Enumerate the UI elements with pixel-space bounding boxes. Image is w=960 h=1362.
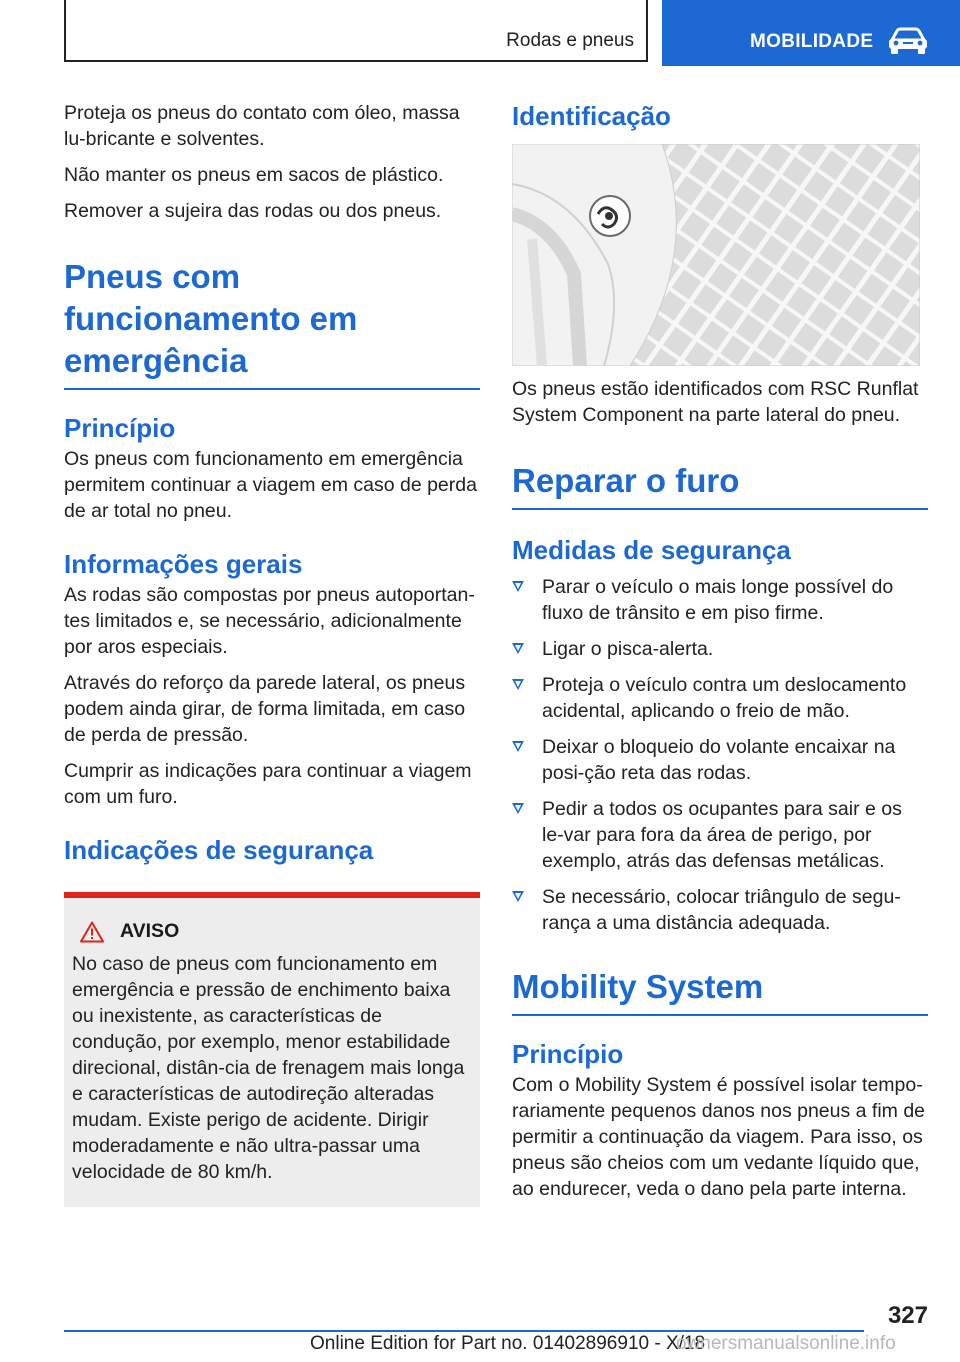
list-item: Pedir a todos os ocupantes para sair e os le-var para fora da área de perigo, por exemplo, atrás das defensas metálicas. bbox=[512, 796, 928, 874]
warning-header bbox=[72, 920, 472, 943]
left-column bbox=[64, 100, 480, 1207]
edition-note: Online Edition for Part no. 01402896910 - X/18 bbox=[310, 1333, 706, 1354]
section-heading-runflat: Pneus com funcionamento em emergência bbox=[64, 256, 480, 390]
info-heading: Informações gerais bbox=[64, 549, 303, 579]
page-number: 327 bbox=[887, 1302, 928, 1329]
triangle-bullet-icon bbox=[512, 803, 524, 814]
list-item: Se necessário, colocar triângulo de segu-rança a uma distância adequada. bbox=[512, 884, 928, 936]
intro-paragraph: Remover a sujeira das rodas ou dos pneus. bbox=[64, 200, 442, 222]
safety-heading: Indicações de segurança bbox=[64, 835, 374, 865]
triangle-bullet-icon bbox=[512, 581, 524, 592]
triangle-bullet-icon bbox=[512, 643, 524, 654]
measures-list bbox=[512, 574, 928, 936]
identification-caption: Os pneus estão identificados com RSC Runflat System Component na parte lateral do pneu. bbox=[512, 378, 919, 426]
mobility-principle-heading: Princípio bbox=[512, 1039, 624, 1069]
mobility-principle-text: Com o Mobility System é possível isolar tempo-rariamente pequenos danos nos pneus a fim de permitir a continuação da viagem. Para isso, os pneus são cheios com um vedante líquido que, ao endurecer, veda o dano pela parte interna. bbox=[512, 1074, 926, 1200]
warning-label: AVISO bbox=[120, 920, 180, 942]
chapter-tab[interactable] bbox=[662, 0, 960, 66]
intro-paragraph: Proteja os pneus do contato com óleo, massa lu-bricante e solventes. bbox=[64, 102, 460, 150]
info-paragraph: Através do reforço da parede lateral, os pneus podem ainda girar, de forma limitada, em caso de perda de pressão. bbox=[64, 672, 466, 746]
list-item: Ligar o pisca-alerta. bbox=[512, 636, 928, 662]
footer-divider bbox=[64, 1330, 864, 1332]
info-paragraph: Cumprir as indicações para continuar a viagem com um furo. bbox=[64, 760, 472, 808]
section-heading-repair: Reparar o furo bbox=[512, 460, 928, 510]
intro-paragraph: Não manter os pneus em sacos de plástico. bbox=[64, 164, 444, 186]
watermark: ownersmanualsonline.info bbox=[676, 1333, 896, 1354]
section-heading-mobility: Mobility System bbox=[512, 966, 928, 1016]
tire-sidewall-illustration bbox=[512, 144, 920, 366]
warning-triangle-icon bbox=[80, 921, 104, 943]
triangle-bullet-icon bbox=[512, 741, 524, 752]
chapter-label: MOBILIDADE bbox=[750, 31, 874, 52]
identification-heading: Identificação bbox=[512, 101, 671, 131]
list-item: Parar o veículo o mais longe possível do fluxo de trânsito e em piso firme. bbox=[512, 574, 928, 626]
info-paragraph: As rodas são compostas por pneus autoportan-tes limitados e, se necessário, adicionalmente por aros especiais. bbox=[64, 584, 475, 658]
list-item: Deixar o bloqueio do volante encaixar na posi-ção reta das rodas. bbox=[512, 734, 928, 786]
section-title: Rodas e pneus bbox=[506, 30, 634, 51]
list-item: Proteja o veículo contra um deslocamento acidental, aplicando o freio de mão. bbox=[512, 672, 928, 724]
principle-heading: Princípio bbox=[64, 413, 176, 443]
warning-box bbox=[64, 892, 480, 1207]
triangle-bullet-icon bbox=[512, 679, 524, 690]
triangle-bullet-icon bbox=[512, 891, 524, 902]
warning-text: No caso de pneus com funcionamento em emergência e pressão de enchimento baixa ou inexistente, as características de condução, por exemplo, menor estabilidade direcional, distân-cia de frenagem mais longa e características de autodireção alteradas mudam. Existe perigo de acidente. Dirigir moderadamente e não ultra-passar uma velocidade de 80 km/h. bbox=[72, 953, 465, 1183]
right-column bbox=[512, 100, 928, 1212]
principle-text: Os pneus com funcionamento em emergência permitem continuar a viagem em caso de perda de ar total no pneu. bbox=[64, 448, 477, 522]
car-icon bbox=[886, 26, 930, 54]
measures-heading: Medidas de segurança bbox=[512, 535, 791, 565]
